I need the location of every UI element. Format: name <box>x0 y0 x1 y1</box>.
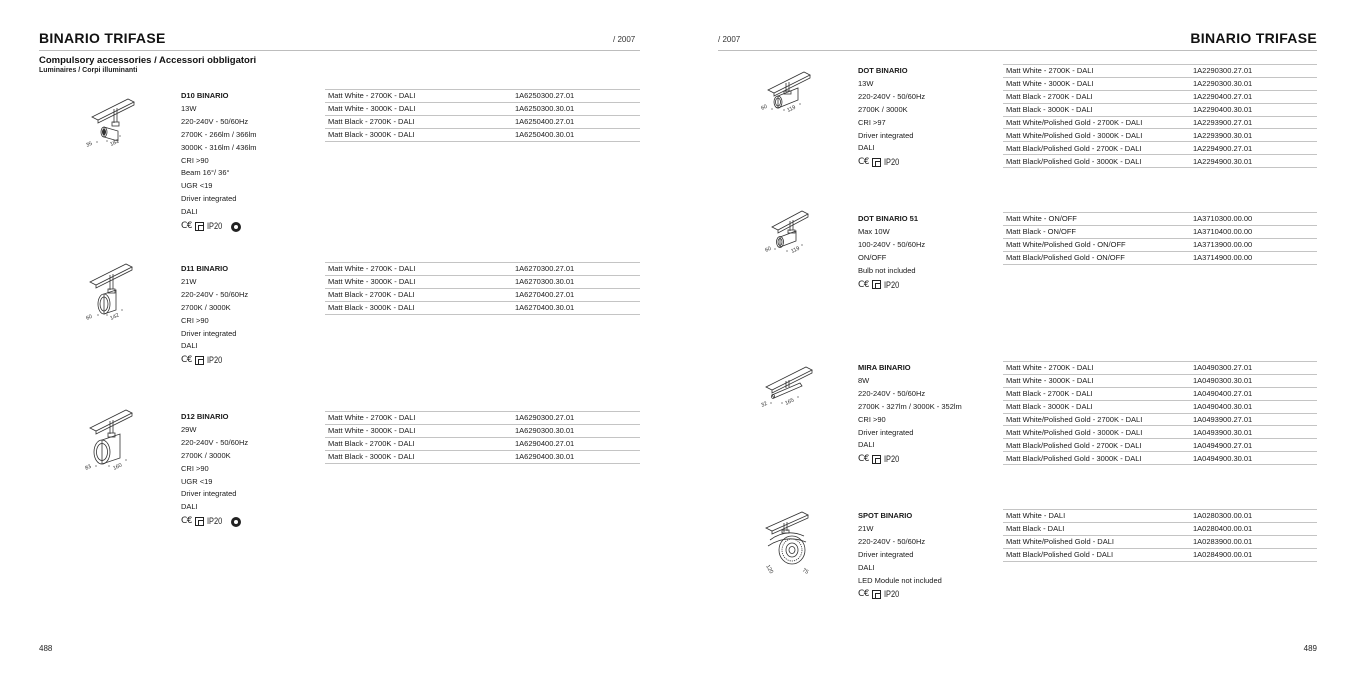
certification-marks <box>858 588 942 601</box>
code-cell: 1A2293900.30.01 <box>1190 129 1317 142</box>
d11-binario-illustration <box>78 262 158 332</box>
dimension-label: 142 <box>109 312 121 322</box>
code-cell: 1A2290300.27.01 <box>1190 65 1317 78</box>
finish-cell: Matt White - 3000K - DALI <box>1003 77 1190 90</box>
mira-binario-code-table <box>1003 361 1317 465</box>
table-row <box>1003 116 1317 129</box>
spec-line: 29W <box>181 424 197 434</box>
code-cell: 1A0283900.00.01 <box>1190 535 1317 548</box>
code-cell: 1A0490400.30.01 <box>1190 400 1317 413</box>
d11-binario-specs <box>181 263 248 367</box>
dimension-label: 83 <box>84 463 93 472</box>
dimension-label: 60 <box>760 103 769 112</box>
finish-cell: Matt White - 2700K - DALI <box>1003 65 1190 78</box>
table-row <box>1003 387 1317 400</box>
spec-line: 2700K - 266lm / 366lm <box>181 129 257 139</box>
class-ii-icon <box>872 158 881 167</box>
dimension-label: 32 <box>760 400 769 409</box>
table-row <box>1003 400 1317 413</box>
spec-line: Max 10W <box>858 226 890 236</box>
code-cell: 1A2294900.30.01 <box>1190 155 1317 168</box>
spec-line: 13W <box>181 103 197 113</box>
spec-line: DALI <box>858 440 875 450</box>
spot-binario-specs <box>858 510 942 601</box>
spec-line: 13W <box>858 78 874 88</box>
class-ii-icon <box>872 590 881 599</box>
code-cell: 1A2294900.27.01 <box>1190 142 1317 155</box>
finish-cell: Matt White - 2700K - DALI <box>325 263 512 276</box>
table-row <box>1003 142 1317 155</box>
product-name: DOT BINARIO 51 <box>858 214 919 223</box>
finish-cell: Matt Black/Polished Gold - 2700K - DALI <box>1003 439 1190 452</box>
code-cell: 1A0493900.30.01 <box>1190 426 1317 439</box>
finish-cell: Matt Black - 2700K - DALI <box>1003 90 1190 103</box>
ce-mark-icon: C€ <box>181 516 193 527</box>
right-page-year: / 2007 <box>718 35 741 44</box>
certification-marks <box>181 354 248 367</box>
spec-line: 220-240V - 50/60Hz <box>858 388 926 398</box>
class-ii-icon <box>872 455 881 464</box>
spec-line: Driver integrated <box>858 549 914 559</box>
product-name: SPOT BINARIO <box>858 511 913 520</box>
ip-rating: IP20 <box>207 516 223 527</box>
certification-marks <box>181 220 256 233</box>
table-row <box>1003 129 1317 142</box>
table-row <box>1003 535 1317 548</box>
product-name: D11 BINARIO <box>181 264 229 273</box>
table-row <box>325 412 640 425</box>
code-cell: 1A0280300.00.01 <box>1190 510 1317 523</box>
spec-line: 220-240V - 50/60Hz <box>181 437 249 447</box>
spec-line: UGR <19 <box>181 476 213 486</box>
spec-line: 21W <box>858 523 874 533</box>
finish-cell: Matt Black/Polished Gold - 2700K - DALI <box>1003 142 1190 155</box>
code-cell: 1A3714900.00.00 <box>1190 251 1317 264</box>
right-header-divider <box>718 50 1317 51</box>
finish-cell: Matt White - 3000K - DALI <box>1003 374 1190 387</box>
table-row <box>1003 362 1317 375</box>
finish-cell: Matt White/Polished Gold - 3000K - DALI <box>1003 426 1190 439</box>
finish-cell: Matt Black - 3000K - DALI <box>325 301 512 314</box>
ce-mark-icon: C€ <box>858 157 870 168</box>
spec-line: 220-240V - 50/60Hz <box>181 289 249 299</box>
finish-cell: Matt White - 2700K - DALI <box>1003 362 1190 375</box>
table-row <box>1003 548 1317 561</box>
table-row <box>325 102 640 115</box>
spec-line: 3000K - 316lm / 436lm <box>181 142 257 152</box>
code-cell: 1A0493900.27.01 <box>1190 413 1317 426</box>
finish-cell: Matt Black/Polished Gold - DALI <box>1003 548 1190 561</box>
mira-binario-specs <box>858 362 962 466</box>
right-page-title: BINARIO TRIFASE <box>1190 30 1317 46</box>
spot-binario-illustration <box>758 510 838 580</box>
code-cell: 1A6290300.27.01 <box>512 412 640 425</box>
table-row <box>1003 413 1317 426</box>
table-row <box>1003 155 1317 168</box>
ce-mark-icon: C€ <box>181 355 193 366</box>
finish-cell: Matt Black/Polished Gold - 3000K - DALI <box>1003 155 1190 168</box>
code-cell: 1A6250300.27.01 <box>512 90 640 103</box>
section-subtitle: Compulsory accessories / Accessori obbligatori <box>39 55 257 66</box>
spec-line: CRI >90 <box>181 155 209 165</box>
code-cell: 1A6250400.30.01 <box>512 128 640 141</box>
finish-cell: Matt White - 2700K - DALI <box>325 412 512 425</box>
spec-line: DALI <box>181 502 198 512</box>
left-page-number: 488 <box>39 644 53 653</box>
dimension-label: 60 <box>85 313 94 322</box>
finish-cell: Matt White - 3000K - DALI <box>325 102 512 115</box>
dimension-label: 165 <box>784 397 796 407</box>
certification-marks <box>858 453 962 466</box>
spec-line: DALI <box>181 341 198 351</box>
left-page-year: / 2007 <box>613 35 636 44</box>
finish-cell: Matt White - 3000K - DALI <box>325 424 512 437</box>
ip-rating: IP20 <box>207 355 223 366</box>
spec-line: 2700K / 3000K <box>181 450 231 460</box>
code-cell: 1A6270400.27.01 <box>512 288 640 301</box>
code-cell: 1A2290400.30.01 <box>1190 103 1317 116</box>
spec-line: Driver integrated <box>181 489 237 499</box>
ce-mark-icon: C€ <box>858 454 870 465</box>
finish-cell: Matt Black/Polished Gold - 3000K - DALI <box>1003 452 1190 465</box>
code-cell: 1A0284900.00.01 <box>1190 548 1317 561</box>
finish-cell: Matt Black - 2700K - DALI <box>325 437 512 450</box>
table-row <box>1003 439 1317 452</box>
table-row <box>325 437 640 450</box>
ip-rating: IP20 <box>884 279 900 290</box>
spec-line: CRI >97 <box>858 117 886 127</box>
dot-binario-code-table <box>1003 64 1317 168</box>
finish-cell: Matt Black - 3000K - DALI <box>1003 103 1190 116</box>
table-row <box>1003 452 1317 465</box>
dot-binario-51-specs <box>858 213 925 291</box>
finish-cell: Matt White - 2700K - DALI <box>325 90 512 103</box>
table-row <box>1003 77 1317 90</box>
class-ii-icon <box>195 517 204 526</box>
product-name: D10 BINARIO <box>181 91 229 100</box>
table-row <box>325 288 640 301</box>
spec-line: UGR <19 <box>181 181 213 191</box>
code-cell: 1A0494900.30.01 <box>1190 452 1317 465</box>
left-header-divider <box>39 50 640 51</box>
table-row <box>1003 510 1317 523</box>
finish-cell: Matt Black/Polished Gold - ON/OFF <box>1003 251 1190 264</box>
table-row <box>1003 426 1317 439</box>
spec-line: CRI >90 <box>858 414 886 424</box>
spec-line: 2700K / 3000K <box>858 104 908 114</box>
spec-line: DALI <box>858 143 875 153</box>
spec-line: Driver integrated <box>858 130 914 140</box>
dot-binario-51-code-table <box>1003 212 1317 265</box>
spec-line: Driver integrated <box>181 328 237 338</box>
table-row <box>1003 522 1317 535</box>
certification-marks <box>181 515 248 528</box>
product-name: DOT BINARIO <box>858 66 908 75</box>
section-subsubtitle: Luminaires / Corpi illuminanti <box>39 67 138 74</box>
d12-binario-code-table <box>325 411 640 464</box>
finish-cell: Matt Black - 3000K - DALI <box>1003 400 1190 413</box>
spec-line: Driver integrated <box>181 194 237 204</box>
dimension-label: 60 <box>764 245 773 254</box>
spec-line: 8W <box>858 375 870 385</box>
class-ii-icon <box>195 356 204 365</box>
spot-binario-code-table <box>1003 509 1317 562</box>
code-cell: 1A0494900.27.01 <box>1190 439 1317 452</box>
spec-line: 220-240V - 50/60Hz <box>858 536 926 546</box>
finish-cell: Matt White/Polished Gold - ON/OFF <box>1003 238 1190 251</box>
right-page-number: 489 <box>1303 644 1317 653</box>
spec-line: 2700K / 3000K <box>181 302 231 312</box>
d12-binario-illustration <box>78 408 158 478</box>
code-cell: 1A2290300.30.01 <box>1190 77 1317 90</box>
finish-cell: Matt White/Polished Gold - 2700K - DALI <box>1003 116 1190 129</box>
table-row <box>1003 238 1317 251</box>
finish-cell: Matt Black - 2700K - DALI <box>325 288 512 301</box>
spec-line: 220-240V - 50/60Hz <box>858 91 926 101</box>
finish-cell: Matt White - DALI <box>1003 510 1190 523</box>
ce-mark-icon: C€ <box>858 589 870 600</box>
finish-cell: Matt Black - 2700K - DALI <box>1003 387 1190 400</box>
certification-badge-icon <box>231 517 241 527</box>
dot-binario-illustration <box>758 60 838 130</box>
finish-cell: Matt Black - 2700K - DALI <box>325 115 512 128</box>
code-cell: 1A6270400.30.01 <box>512 301 640 314</box>
code-cell: 1A6250400.27.01 <box>512 115 640 128</box>
table-row <box>325 263 640 276</box>
product-name: MIRA BINARIO <box>858 363 911 372</box>
d10-binario-specs <box>181 90 256 233</box>
table-row <box>325 115 640 128</box>
finish-cell: Matt White - 3000K - DALI <box>325 275 512 288</box>
table-row <box>325 128 640 141</box>
spec-line: Driver integrated <box>858 427 914 437</box>
finish-cell: Matt Black - ON/OFF <box>1003 225 1190 238</box>
table-row <box>325 90 640 103</box>
dimension-label: 119 <box>790 245 801 255</box>
class-ii-icon <box>195 222 204 231</box>
spec-line: ON/OFF <box>858 252 887 262</box>
dot-binario-specs <box>858 65 925 169</box>
spec-line: LED Module not included <box>858 575 942 585</box>
ce-mark-icon: C€ <box>181 221 193 232</box>
dot-binario-51-illustration <box>758 205 838 275</box>
code-cell: 1A6270300.27.01 <box>512 263 640 276</box>
finish-cell: Matt White/Polished Gold - 3000K - DALI <box>1003 129 1190 142</box>
spec-line: Beam 16°/ 36° <box>181 168 230 178</box>
finish-cell: Matt White - ON/OFF <box>1003 213 1190 226</box>
dimension-label: 182 <box>109 138 121 148</box>
code-cell: 1A0490300.30.01 <box>1190 374 1317 387</box>
code-cell: 1A0280400.00.01 <box>1190 522 1317 535</box>
ip-rating: IP20 <box>207 221 223 232</box>
dimension-label: 35 <box>85 140 94 149</box>
code-cell: 1A2293900.27.01 <box>1190 116 1317 129</box>
code-cell: 1A6250300.30.01 <box>512 102 640 115</box>
mira-binario-illustration <box>758 355 838 425</box>
ip-rating: IP20 <box>884 157 900 168</box>
spec-line: 21W <box>181 276 197 286</box>
d12-binario-specs <box>181 411 248 528</box>
code-cell: 1A6290400.30.01 <box>512 450 640 463</box>
code-cell: 1A3710300.00.00 <box>1190 213 1317 226</box>
spec-line: Bulb not included <box>858 265 916 275</box>
ip-rating: IP20 <box>884 454 900 465</box>
dimension-label: 160 <box>112 462 124 472</box>
spec-line: 100-240V - 50/60Hz <box>858 239 926 249</box>
product-name: D12 BINARIO <box>181 412 229 421</box>
table-row <box>1003 65 1317 78</box>
code-cell: 1A2290400.27.01 <box>1190 90 1317 103</box>
d11-binario-code-table <box>325 262 640 315</box>
finish-cell: Matt White/Polished Gold - 2700K - DALI <box>1003 413 1190 426</box>
spec-line: CRI >90 <box>181 463 209 473</box>
table-row <box>325 275 640 288</box>
certification-badge-icon <box>231 222 241 232</box>
code-cell: 1A6290400.27.01 <box>512 437 640 450</box>
spec-line: 2700K - 327lm / 3000K - 352lm <box>858 401 962 411</box>
code-cell: 1A6290300.30.01 <box>512 424 640 437</box>
finish-cell: Matt Black - 3000K - DALI <box>325 128 512 141</box>
certification-marks <box>858 156 925 169</box>
dimension-label: 75 <box>801 567 810 576</box>
table-row <box>1003 251 1317 264</box>
code-cell: 1A0490300.27.01 <box>1190 362 1317 375</box>
code-cell: 1A3710400.00.00 <box>1190 225 1317 238</box>
dimension-label: 119 <box>786 104 797 114</box>
code-cell: 1A6270300.30.01 <box>512 275 640 288</box>
finish-cell: Matt White/Polished Gold - DALI <box>1003 535 1190 548</box>
table-row <box>1003 103 1317 116</box>
table-row <box>325 424 640 437</box>
dimension-label: 120 <box>764 564 775 575</box>
spec-line: DALI <box>858 562 875 572</box>
d10-binario-code-table <box>325 89 640 142</box>
left-page-title: BINARIO TRIFASE <box>39 30 166 46</box>
code-cell: 1A0490400.27.01 <box>1190 387 1317 400</box>
table-row <box>1003 213 1317 226</box>
spec-line: 220-240V - 50/60Hz <box>181 116 249 126</box>
spec-line: CRI >90 <box>181 315 209 325</box>
finish-cell: Matt Black - 3000K - DALI <box>325 450 512 463</box>
finish-cell: Matt Black - DALI <box>1003 522 1190 535</box>
d10-binario-illustration <box>78 95 158 165</box>
ip-rating: IP20 <box>884 589 900 600</box>
table-row <box>1003 225 1317 238</box>
table-row <box>325 450 640 463</box>
table-row <box>1003 90 1317 103</box>
class-ii-icon <box>872 280 881 289</box>
code-cell: 1A3713900.00.00 <box>1190 238 1317 251</box>
table-row <box>325 301 640 314</box>
table-row <box>1003 374 1317 387</box>
ce-mark-icon: C€ <box>858 279 870 290</box>
spec-line: DALI <box>181 207 198 217</box>
certification-marks <box>858 279 925 292</box>
